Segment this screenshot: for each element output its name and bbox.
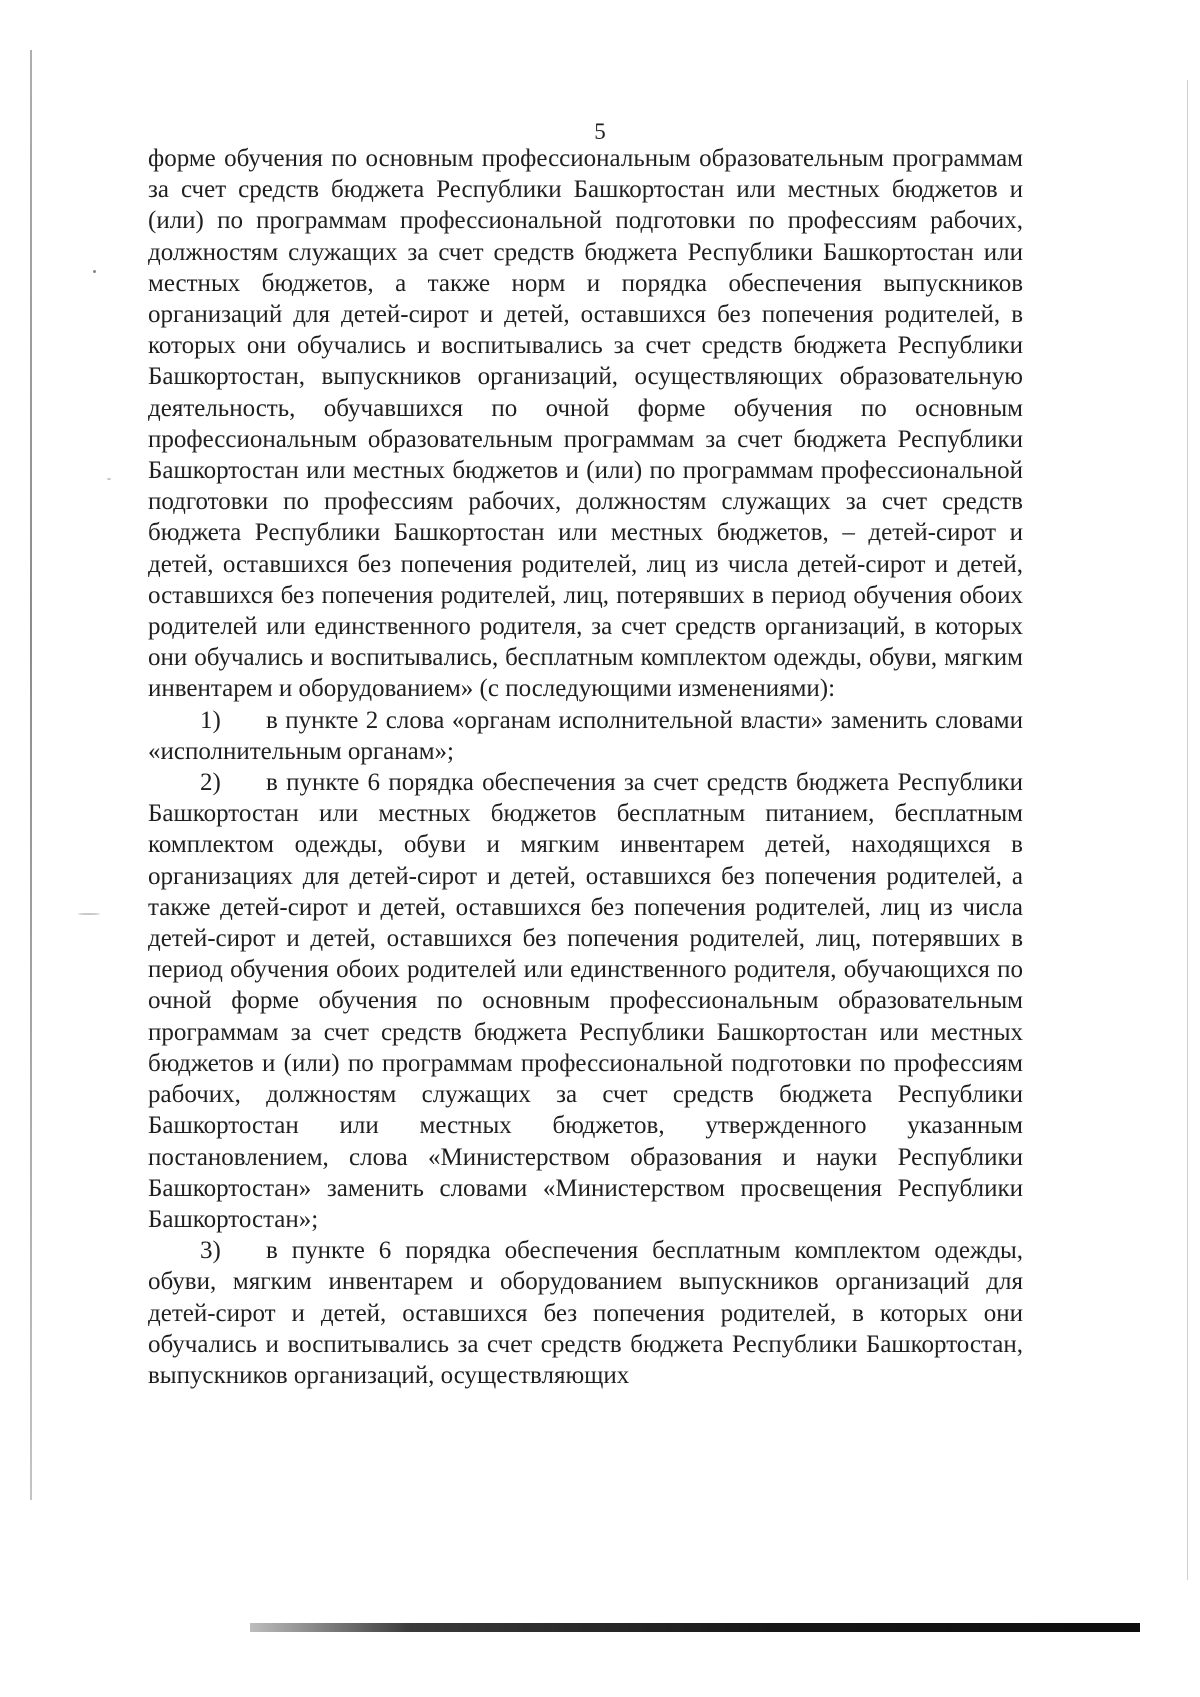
item-text: в пункте 2 слова «органам исполнительной власти» заменить словами «исполнительным органам»; (148, 706, 1023, 765)
document-body (148, 143, 1023, 1391)
scan-edge-left (30, 50, 32, 1500)
page-number: 5 (594, 119, 606, 144)
item-text: в пункте 6 порядка обеспечения за счет средств бюджета Республики Башкортостан или местных бюджетов бесплатным питанием, бесплатным комплектом одежды, обуви и мягким инвентарем детей, находящихся в организациях для детей-сирот и детей, оставшихся без попечения родителей, а также детей-сирот и детей, оставшихся без попечения родителей, лиц из числа детей-сирот и детей, оставшихся без попечения родителей, лиц, потерявших в период обучения обоих родителей или единственного родителя, обучающихся по очной форме обучения по основным профессиональным образовательным программам за счет средств бюджета Республики Башкортостан или местных бюджетов и (или) по программам профессиональной подготовки по профессиям рабочих, должностям служащих за счет средств бюджета Республики Башкортостан или местных бюджетов, утвержденного указанным постановлением, слова «Министерством образования и науки Республики Башкортостан» заменить словами «Министерством просвещения Республики Башкортостан»; (148, 769, 1023, 1233)
item-number: 1) (200, 706, 221, 734)
item-number: 2) (200, 769, 221, 797)
list-item (148, 705, 1023, 767)
scan-speck (78, 913, 100, 915)
intro-paragraph: форме обучения по основным профессиональным образовательным программам за счет средств бюджета Республики Башкортостан или местных бюджетов и (или) по программам профессиональной подготовки по профессиям рабочих, должностям служащих за счет средств бюджета Республики Башкортостан или местных бюджетов, а также норм и порядка обеспечения выпускников организаций для детей-сирот и детей, оставшихся без попечения родителей, в которых они обучались и воспитывались за счет средств бюджета Республики Башкортостан, выпускников организаций, осуществляющих образовательную деятельность, обучавшихся по очной форме обучения по основным профессиональным образовательным программам за счет бюджета Республики Башкортостан или местных бюджетов и (или) по программам профессиональной подготовки по профессиям рабочих, должностям служащих за счет средств бюджета Республики Башкортостан или местных бюджетов, – детей-сирот и детей, оставшихся без попечения родителей, лиц из числа детей-сирот и детей, оставшихся без попечения родителей, лиц, потерявших в период обучения обоих родителей или единственного родителя, за счет средств организаций, в которых они обучались и воспитывались, бесплатным комплектом одежды, обуви, мягким инвентарем и оборудованием» (с последующими изменениями): (148, 145, 1023, 703)
scan-bottom-bar (250, 1623, 1140, 1632)
scan-speck (93, 270, 96, 273)
list-item (148, 767, 1023, 1235)
list-item (148, 1235, 1023, 1391)
item-number: 3) (200, 1237, 221, 1265)
scan-speck (107, 478, 111, 480)
item-text: в пункте 6 порядка обеспечения бесплатным комплектом одежды, обуви, мягким инвентарем и оборудованием выпускников организаций для детей-сирот и детей, оставшихся без попечения родителей, в которых они обучались и воспитывались за счет средств бюджета Республики Башкортостан, выпускников организаций, осуществляющих (148, 1237, 1023, 1389)
scan-edge-right (1187, 80, 1188, 1580)
